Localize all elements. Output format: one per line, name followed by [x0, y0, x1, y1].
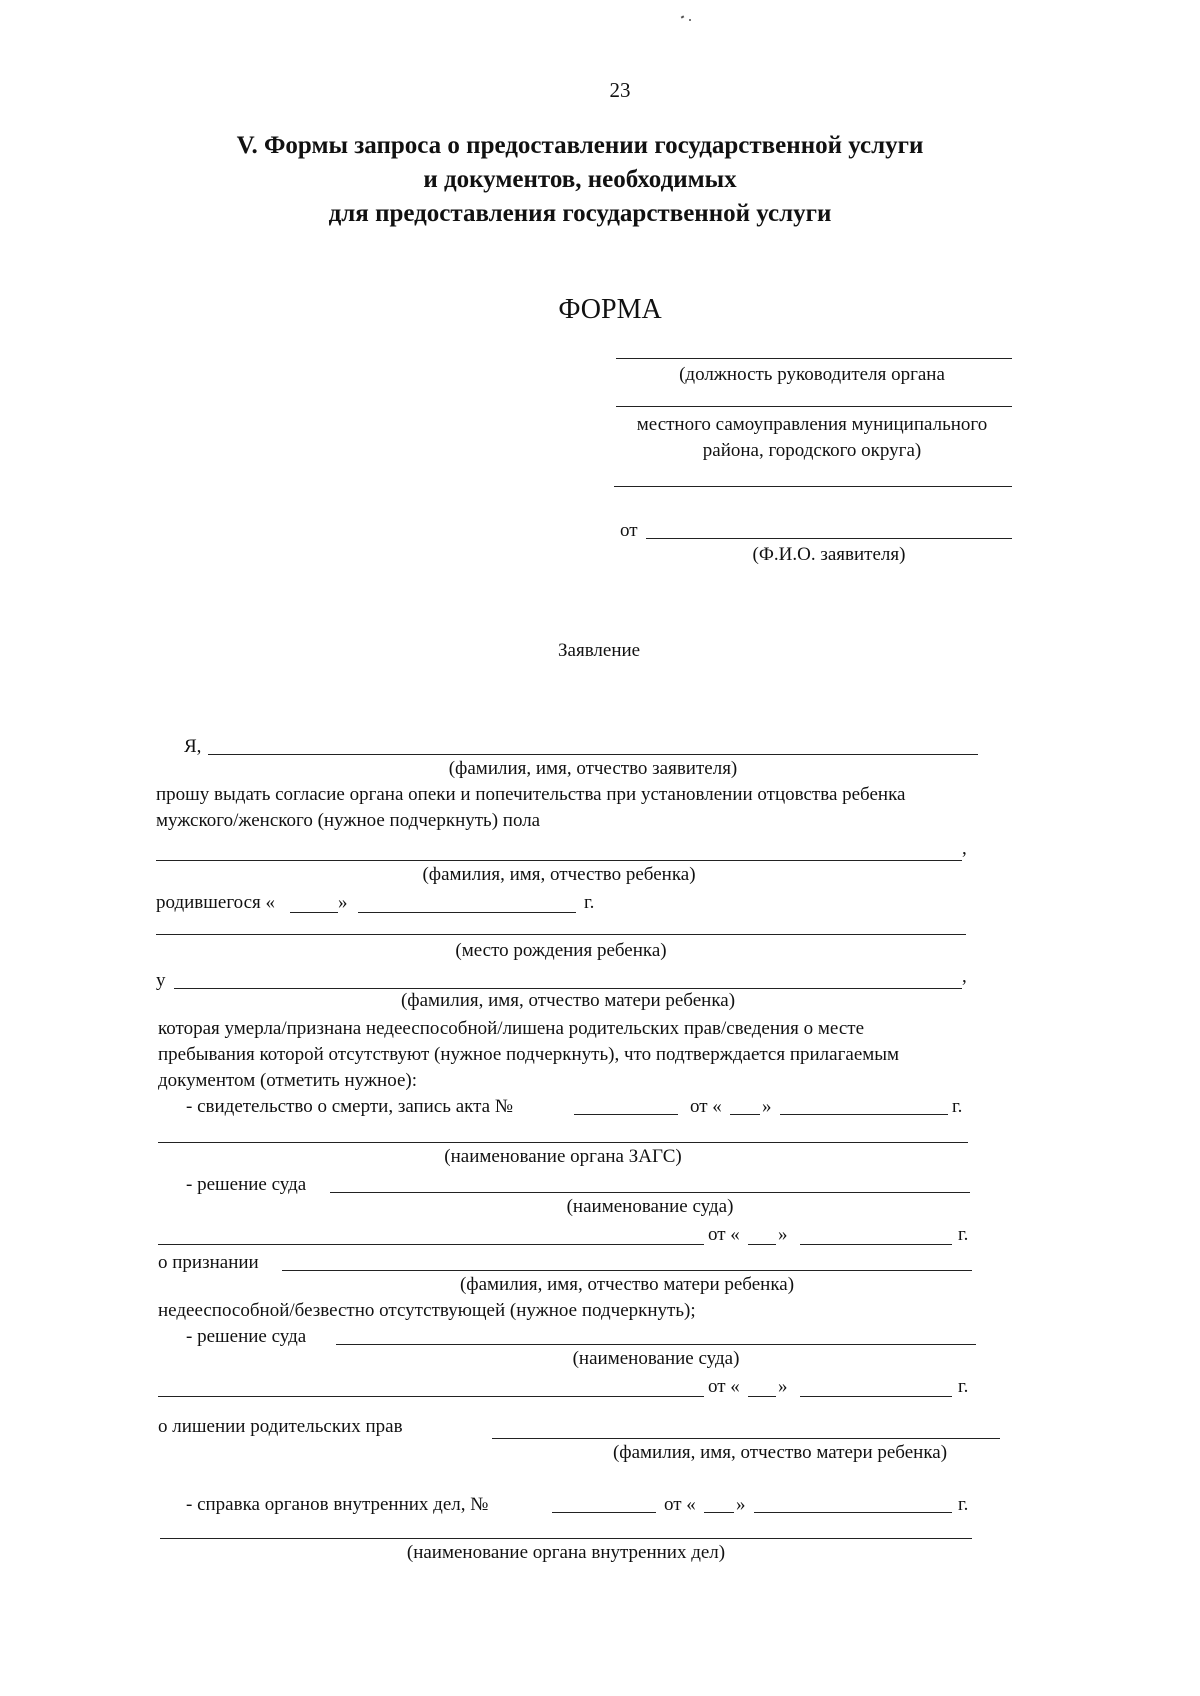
- police-from-quote: от «: [664, 1494, 696, 1515]
- comma: ,: [962, 966, 967, 987]
- status-line-2: пребывания которой отсутствуют (нужное подчеркнуть), что подтверждается прилагаемым: [158, 1044, 900, 1065]
- death-from-quote: от «: [690, 1096, 722, 1117]
- police-organ-line: [160, 1538, 972, 1539]
- addressee-caption-1: (должность руководителя органа: [679, 364, 945, 385]
- death-cert-label: - свидетельство о смерти, запись акта №: [186, 1096, 513, 1117]
- death-record-number-line: [574, 1114, 678, 1115]
- police-cert-label: - справка органов внутренних дел, №: [186, 1494, 489, 1515]
- court-day-line: [748, 1244, 776, 1245]
- birth-month-year-line: [358, 912, 576, 913]
- deprivation-mother-caption: (фамилия, имя, отчество матери ребенка): [612, 1442, 948, 1463]
- police-quote-close: »: [736, 1494, 746, 1515]
- scan-speck: [689, 19, 691, 21]
- police-caption: (наименование органа внутренних дел): [406, 1542, 726, 1563]
- child-fio-caption: (фамилия, имя, отчество ребенка): [422, 864, 696, 885]
- deprivation-mother-fio-line: [492, 1438, 1000, 1439]
- court-day-line-2: [748, 1396, 776, 1397]
- court-decision-detail-line: [158, 1244, 704, 1245]
- applicant-name-line: [646, 538, 1012, 539]
- birthplace-caption: (место рождения ребенка): [455, 940, 667, 961]
- statement-title: Заявление: [558, 640, 641, 661]
- i-label: Я,: [184, 736, 202, 757]
- request-line-1: прошу выдать согласие органа опеки и попечительства при установлении отцовства ребенка: [156, 784, 906, 805]
- court-month-year-line-2: [800, 1396, 952, 1397]
- applicant-fio-line: [208, 754, 978, 755]
- birthplace-line: [156, 934, 966, 935]
- police-year-suffix: г.: [958, 1494, 969, 1515]
- heading-line-3: для предоставления государственной услуги: [328, 200, 832, 227]
- court-name-caption-2: (наименование суда): [572, 1348, 740, 1369]
- form-label: ФОРМА: [558, 294, 662, 325]
- request-line-2: мужского/женского (нужное подчеркнуть) пола: [156, 810, 541, 831]
- court-decision-label-2: - решение суда: [186, 1326, 307, 1347]
- addressee-line-2: [616, 406, 1012, 407]
- birth-day-line: [290, 912, 338, 913]
- heading-line-1: V. Формы запроса о предоставлении государственной услуги: [236, 132, 924, 159]
- mother-fio-caption: (фамилия, имя, отчество матери ребенка): [400, 990, 736, 1011]
- court-quote-close: »: [778, 1224, 788, 1245]
- born-quote-close: »: [338, 892, 348, 913]
- recognition-label: о признании: [158, 1252, 259, 1273]
- court-name-line-2: [336, 1344, 976, 1345]
- from-label: от: [620, 520, 638, 541]
- court-quote-close-2: »: [778, 1376, 788, 1397]
- addressee-caption-3: района, городского округа): [702, 440, 922, 461]
- court-name-line: [330, 1192, 970, 1193]
- status-line-1: которая умерла/признана недееспособной/лишена родительских прав/сведения о месте: [158, 1018, 864, 1039]
- court-month-year-line: [800, 1244, 952, 1245]
- court-from-quote: от «: [708, 1224, 740, 1245]
- addressee-line-1: [616, 358, 1012, 359]
- police-cert-number-line: [552, 1512, 656, 1513]
- death-day-line: [730, 1114, 760, 1115]
- court-decision-detail-line-2: [158, 1396, 704, 1397]
- zags-caption: (наименование органа ЗАГС): [444, 1146, 682, 1167]
- deprivation-label: о лишении родительских прав: [158, 1416, 403, 1437]
- addressee-caption-2: местного самоуправления муниципального: [636, 414, 988, 435]
- police-month-year-line: [754, 1512, 952, 1513]
- court-decision-label: - решение суда: [186, 1174, 307, 1195]
- addressee-line-3: [614, 486, 1012, 487]
- incapacity-line: недееспособной/безвестно отсутствующей (нужное подчеркнуть);: [158, 1300, 696, 1321]
- death-month-year-line: [780, 1114, 948, 1115]
- recognition-mother-caption: (фамилия, имя, отчество матери ребенка): [459, 1274, 795, 1295]
- applicant-fio-caption: (фамилия, имя, отчество заявителя): [448, 758, 738, 779]
- status-line-3: документом (отметить нужное):: [158, 1070, 417, 1091]
- born-label: родившегося «: [156, 892, 276, 913]
- mother-prefix: у: [156, 970, 166, 991]
- recognition-mother-fio-line: [282, 1270, 972, 1271]
- scan-speck: [681, 15, 685, 18]
- zags-name-line: [158, 1142, 968, 1143]
- mother-fio-line: [174, 988, 962, 989]
- death-year-suffix: г.: [952, 1096, 963, 1117]
- child-fio-line: [156, 860, 962, 861]
- heading-line-2: и документов, необходимых: [423, 166, 737, 193]
- police-day-line: [704, 1512, 734, 1513]
- page-number: 23: [609, 78, 631, 102]
- court-from-quote-2: от «: [708, 1376, 740, 1397]
- born-year-suffix: г.: [584, 892, 595, 913]
- death-quote-close: »: [762, 1096, 772, 1117]
- applicant-caption: (Ф.И.О. заявителя): [752, 544, 906, 565]
- court-year-suffix: г.: [958, 1224, 969, 1245]
- court-year-suffix-2: г.: [958, 1376, 969, 1397]
- comma: ,: [962, 838, 967, 859]
- court-name-caption: (наименование суда): [566, 1196, 734, 1217]
